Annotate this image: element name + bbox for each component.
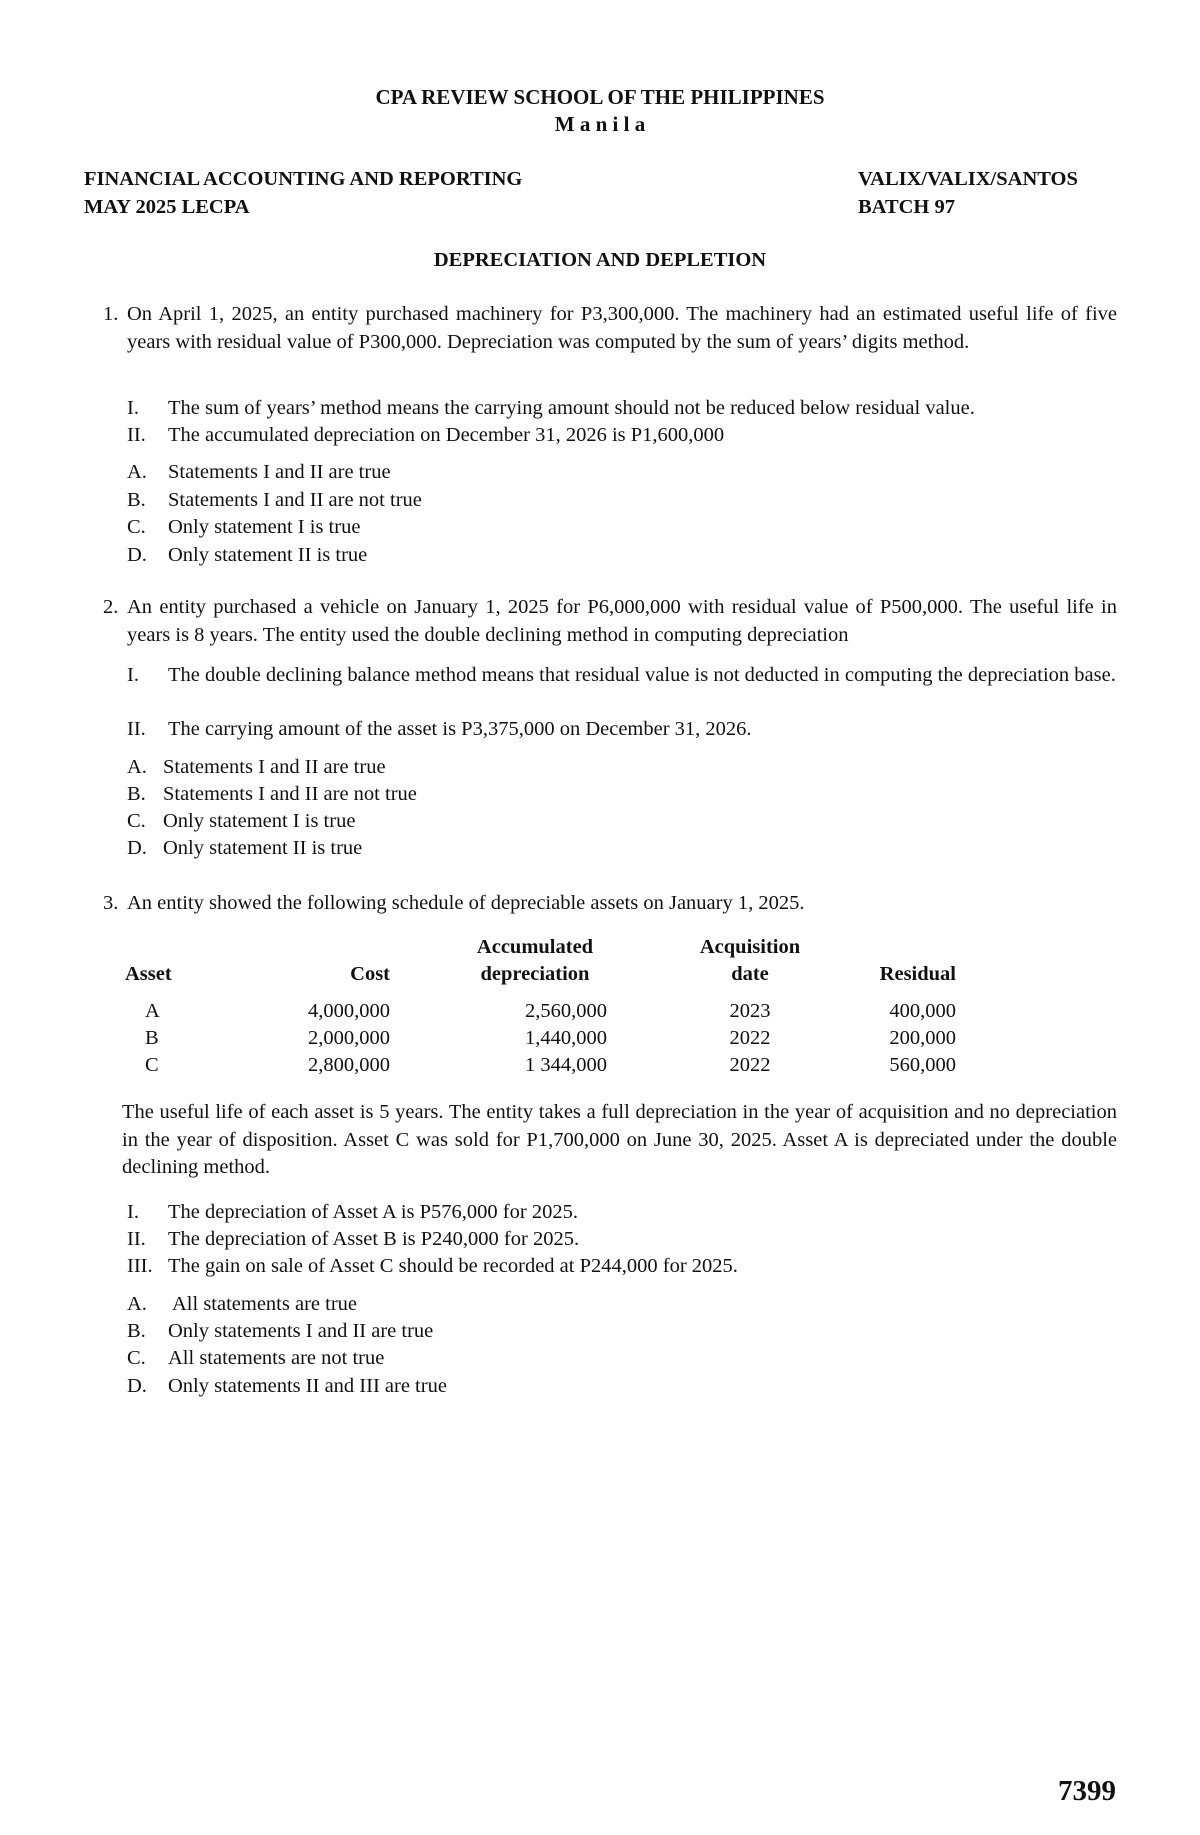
option-label: B. bbox=[127, 489, 146, 511]
table-cell: 2022 bbox=[729, 1054, 771, 1076]
exam: MAY 2025 LECPA bbox=[84, 196, 250, 218]
statement-label: II. bbox=[127, 718, 146, 740]
page-number: 7399 bbox=[1058, 1775, 1116, 1807]
table-header: depreciation bbox=[480, 963, 590, 985]
option-text: Only statement I is true bbox=[168, 516, 361, 538]
table-header: date bbox=[731, 963, 769, 985]
statement-text: The depreciation of Asset B is P240,000 for 2025. bbox=[168, 1228, 580, 1250]
option-label: B. bbox=[127, 1320, 146, 1342]
table-header-top: Accumulated bbox=[476, 936, 594, 958]
option-text: All statements are not true bbox=[168, 1347, 385, 1369]
statement-text: The gain on sale of Asset C should be recorded at P244,000 for 2025. bbox=[168, 1255, 738, 1277]
question-text-continued: The useful life of each asset is 5 years. The entity takes a full depreciation in the year of acquisition and no depreciation in the year of disposition. Asset C was sold for P1,700,000 on June 30, 2025. Asset A is depreciated under the double declining method. bbox=[122, 1101, 1117, 1178]
option-label: D. bbox=[127, 544, 147, 566]
table-header: Asset bbox=[125, 963, 172, 985]
option-text: Statements I and II are not true bbox=[168, 489, 422, 511]
statement-label: I. bbox=[127, 664, 139, 686]
question-number: 2. bbox=[103, 596, 119, 618]
table-cell: 560,000 bbox=[889, 1054, 956, 1076]
question-number: 3. bbox=[103, 892, 119, 914]
table-cell: 2022 bbox=[729, 1027, 771, 1049]
school-name: CPA REVIEW SCHOOL OF THE PHILIPPINES bbox=[375, 85, 825, 109]
table-header: Cost bbox=[350, 963, 390, 985]
option-text: Only statement II is true bbox=[163, 837, 363, 859]
topic-title: DEPRECIATION AND DEPLETION bbox=[433, 249, 767, 271]
question-text: An entity purchased a vehicle on January 1, 2025 for P6,000,000 with residual value of P500,000. The useful life in years is 8 years. The entity used the double declining method in computing depreciation bbox=[127, 596, 1117, 646]
option-text: Statements I and II are true bbox=[168, 461, 391, 483]
statement-label: I. bbox=[127, 397, 139, 419]
statement-label: III. bbox=[127, 1255, 153, 1277]
table-cell: C bbox=[145, 1054, 159, 1076]
table-cell: 2023 bbox=[729, 1000, 771, 1022]
table-cell: 2,560,000 bbox=[525, 1000, 607, 1022]
subject: FINANCIAL ACCOUNTING AND REPORTING bbox=[84, 168, 523, 190]
table-header-top: Acquisition bbox=[699, 936, 801, 958]
option-text: Only statement II is true bbox=[168, 544, 368, 566]
statement-text: The depreciation of Asset A is P576,000 for 2025. bbox=[168, 1201, 578, 1223]
table-cell: 400,000 bbox=[889, 1000, 956, 1022]
statement-label: II. bbox=[127, 1228, 146, 1250]
option-text: All statements are true bbox=[168, 1293, 357, 1315]
option-label: C. bbox=[127, 516, 146, 538]
statement-text: The double declining balance method means that residual value is not deducted in computing the depreciation base. bbox=[168, 664, 1116, 686]
table-cell: 4,000,000 bbox=[308, 1000, 390, 1022]
question-text: An entity showed the following schedule of depreciable assets on January 1, 2025. bbox=[127, 892, 805, 914]
batch: BATCH 97 bbox=[858, 196, 956, 218]
option-label: A. bbox=[127, 756, 147, 778]
statement-text: The carrying amount of the asset is P3,375,000 on December 31, 2026. bbox=[168, 718, 752, 740]
option-label: C. bbox=[127, 810, 146, 832]
table-cell: 2,800,000 bbox=[308, 1054, 390, 1076]
authors: VALIX/VALIX/SANTOS bbox=[858, 168, 1078, 190]
option-text: Statements I and II are true bbox=[163, 756, 386, 778]
table-cell: 1 344,000 bbox=[525, 1054, 607, 1076]
table-cell: B bbox=[145, 1027, 159, 1049]
option-label: D. bbox=[127, 1375, 147, 1397]
option-label: B. bbox=[127, 783, 146, 805]
table-cell: A bbox=[145, 1000, 160, 1022]
table-cell: 2,000,000 bbox=[308, 1027, 390, 1049]
option-text: Only statements I and II are true bbox=[168, 1320, 434, 1342]
question-number: 1. bbox=[103, 303, 119, 325]
statement-text: The sum of years’ method means the carrying amount should not be reduced below residual value. bbox=[168, 397, 975, 419]
option-label: D. bbox=[127, 837, 147, 859]
table-header: Residual bbox=[879, 963, 956, 985]
statement-label: II. bbox=[127, 424, 146, 446]
city: M a n i l a bbox=[554, 112, 646, 136]
table-cell: 200,000 bbox=[889, 1027, 956, 1049]
option-label: C. bbox=[127, 1347, 146, 1369]
option-text: Only statement I is true bbox=[163, 810, 356, 832]
option-text: Statements I and II are not true bbox=[163, 783, 417, 805]
option-text: Only statements II and III are true bbox=[168, 1375, 447, 1397]
question-text: On April 1, 2025, an entity purchased machinery for P3,300,000. The machinery had an estimated useful life of five years with residual value of P300,000. Depreciation was computed by the sum of years’ digits method. bbox=[127, 303, 1117, 353]
statement-text: The accumulated depreciation on December 31, 2026 is P1,600,000 bbox=[168, 424, 725, 446]
table-cell: 1,440,000 bbox=[525, 1027, 607, 1049]
statement-label: I. bbox=[127, 1201, 139, 1223]
option-label: A. bbox=[127, 461, 147, 483]
option-label: A. bbox=[127, 1293, 147, 1315]
